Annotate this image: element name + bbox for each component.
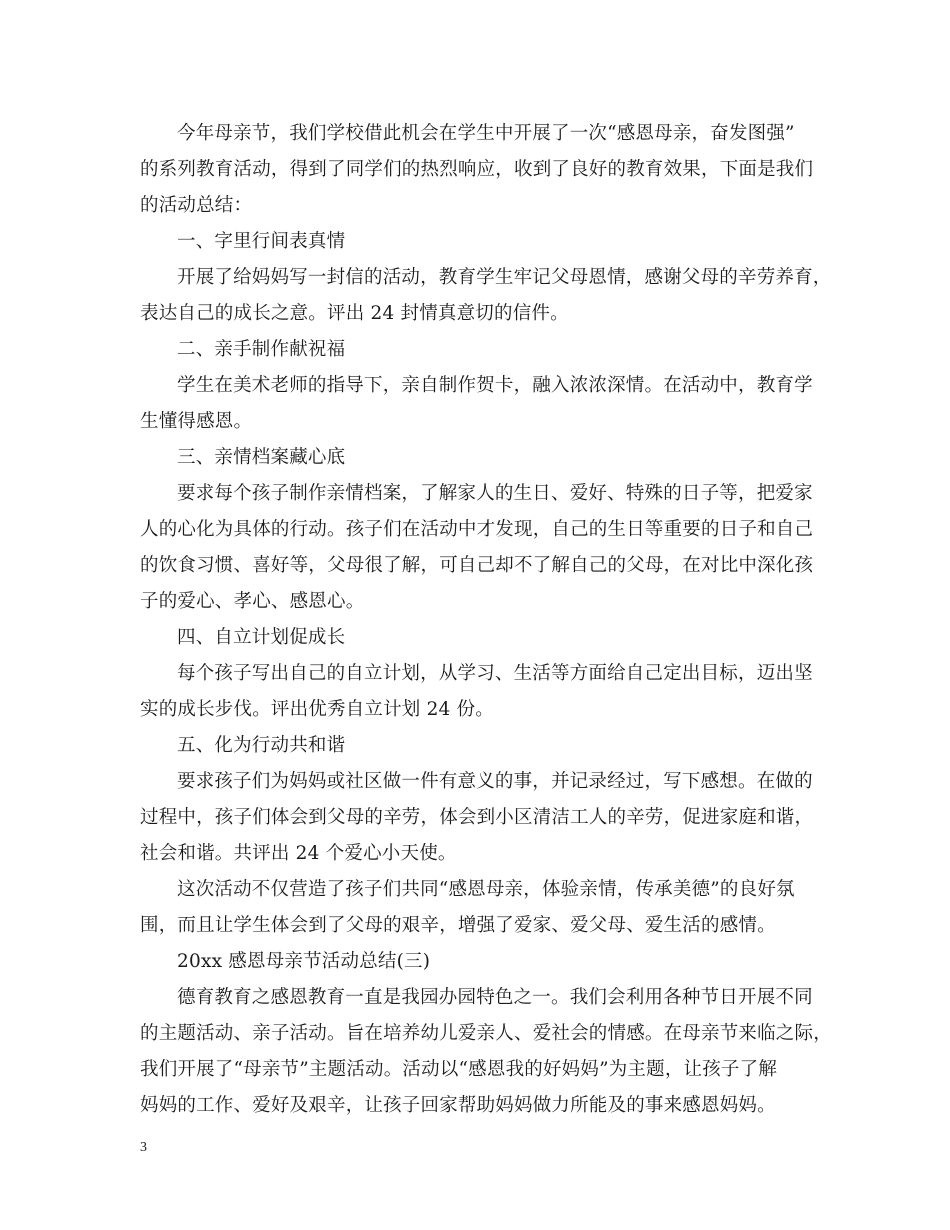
text-line: 我们开展了“母亲节”主题活动。活动以“感恩我的好妈妈”为主题，让孩子了解 — [140, 1059, 778, 1080]
text-line: 社会和谐。共评出 24 个爱心小天使。 — [140, 843, 457, 864]
document-body — [140, 116, 832, 1124]
text-line: 人的心化为具体的行动。孩子们在活动中才发现，自己的生日等重要的日子和自己 — [140, 519, 814, 540]
text-line: 妈妈的工作、爱好及艰辛，让孩子回家帮助妈妈做力所能及的事来感恩妈妈。 — [140, 1095, 776, 1116]
text-line: 子的爱心、孝心、感恩心。 — [140, 591, 365, 612]
text-line: 四、自立计划促成长 — [177, 627, 346, 648]
text-line: 三、亲情档案藏心底 — [177, 447, 346, 468]
text-line: 开展了给妈妈写一封信的活动，教育学生牢记父母恩情，感谢父母的辛劳养育， — [177, 267, 832, 288]
text-line: 五、化为行动共和谐 — [177, 735, 346, 756]
text-line: 20xx 感恩母亲节活动总结(三) — [177, 951, 431, 972]
text-line: 德育教育之感恩教育一直是我园办园特色之一。我们会利用各种节日开展不同 — [177, 987, 813, 1008]
text-line: 实的成长步伐。评出优秀自立计划 24 份。 — [140, 699, 495, 720]
text-line: 要求每个孩子制作亲情档案，了解家人的生日、爱好、特殊的日子等，把爱家 — [177, 483, 813, 504]
text-line: 学生在美术老师的指导下，亲自制作贺卡，融入浓浓深情。在活动中，教育学 — [177, 375, 813, 396]
text-line: 每个孩子写出自己的自立计划，从学习、生活等方面给自己定出目标，迈出坚 — [177, 663, 813, 684]
text-line: 今年母亲节，我们学校借此机会在学生中开展了一次“感恩母亲，奋发图强” — [177, 123, 795, 144]
text-line: 二、亲手制作献祝福 — [177, 339, 346, 360]
text-line: 围，而且让学生体会到了父母的艰辛，增强了爱家、爱父母、爱生活的感情。 — [140, 915, 776, 936]
text-line: 的主题活动、亲子活动。旨在培养幼儿爱亲人、爱社会的情感。在母亲节来临之际， — [140, 1023, 832, 1044]
text-line: 生懂得感恩。 — [140, 411, 253, 432]
text-line: 的饮食习惯、喜好等，父母很了解，可自己却不了解自己的父母，在对比中深化孩 — [140, 555, 814, 576]
text-line: 表达自己的成长之意。评出 24 封情真意切的信件。 — [140, 303, 569, 324]
text-line: 的系列教育活动，得到了同学们的热烈响应，收到了良好的教育效果，下面是我们 — [140, 159, 814, 180]
text-line: 一、字里行间表真情 — [177, 231, 346, 252]
text-line: 过程中，孩子们体会到父母的辛劳，体会到小区清洁工人的辛劳，促进家庭和谐， — [140, 807, 814, 828]
text-line: 这次活动不仅营造了孩子们共同“感恩母亲，体验亲情，传承美德”的良好氛 — [177, 879, 795, 900]
page-number: 3 — [140, 1140, 147, 1155]
text-line: 要求孩子们为妈妈或社区做一件有意义的事，并记录经过，写下感想。在做的 — [177, 771, 813, 792]
text-line: 的活动总结： — [140, 195, 253, 216]
